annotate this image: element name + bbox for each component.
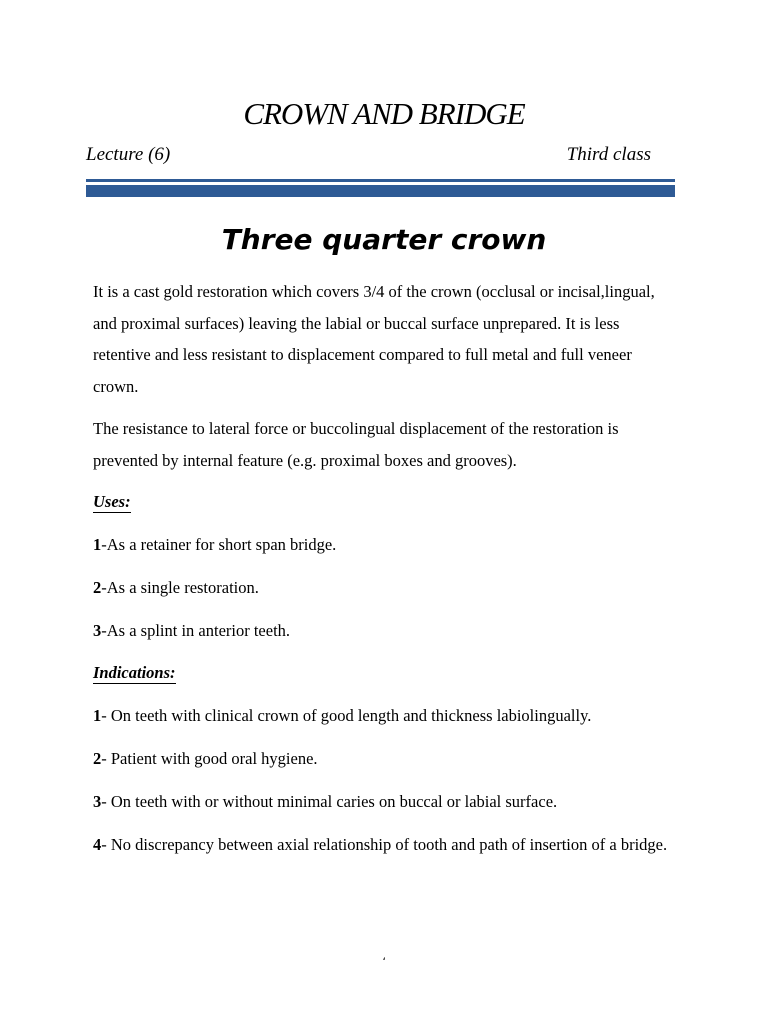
item-text: - On teeth with clinical crown of good length and thickness labiolingually. — [101, 706, 592, 725]
uses-item — [93, 529, 673, 561]
indications-item — [93, 743, 673, 775]
document-content — [93, 276, 673, 861]
class-label: Third class — [566, 144, 651, 165]
indications-item — [93, 786, 673, 818]
item-text: - No discrepancy between axial relationship of tooth and path of insertion of a bridge. — [101, 835, 668, 854]
uses-item — [93, 572, 673, 604]
item-number: 4 — [93, 835, 102, 854]
indications-heading — [93, 657, 673, 689]
item-text: - Patient with good oral hygiene. — [101, 749, 318, 768]
item-number: 3 — [93, 792, 102, 811]
lecture-label: Lecture (6) — [86, 144, 171, 165]
uses-item — [93, 615, 673, 647]
item-text: -As a retainer for short span bridge. — [101, 535, 337, 554]
item-number: 2 — [93, 578, 102, 597]
indications-item — [93, 700, 673, 732]
item-number: 1 — [93, 535, 102, 554]
header-rule-thick — [86, 185, 675, 197]
item-text: - On teeth with or without minimal caries on buccal or labial surface. — [101, 792, 558, 811]
document-title: Three quarter crown — [221, 223, 547, 256]
item-text: -As a single restoration. — [101, 578, 259, 597]
intro-paragraph: The resistance to lateral force or buccolingual displacement of the restoration is prevented by internal feature (e.g. proximal boxes and grooves). — [93, 419, 619, 470]
intro-paragraph: It is a cast gold restoration which covers 3/4 of the crown (occlusal or incisal,lingual, and proximal surfaces) leaving the labial or buccal surface unprepared. It is less retentive and less resistant to displacement compared to full metal and full veneer crown. — [93, 282, 655, 396]
item-number: 2 — [93, 749, 102, 768]
header-title: CROWN AND BRIDGE — [243, 96, 525, 131]
item-number: 3 — [93, 621, 102, 640]
header-rule-thin — [86, 179, 675, 182]
indications-heading-text: Indications: — [93, 663, 176, 682]
item-number: 1 — [93, 706, 102, 725]
page-footer-mark: ، — [382, 951, 386, 963]
item-text: -As a splint in anterior teeth. — [101, 621, 291, 640]
uses-heading — [93, 486, 673, 518]
indications-item — [93, 829, 673, 861]
uses-heading-text: Uses: — [93, 492, 131, 511]
